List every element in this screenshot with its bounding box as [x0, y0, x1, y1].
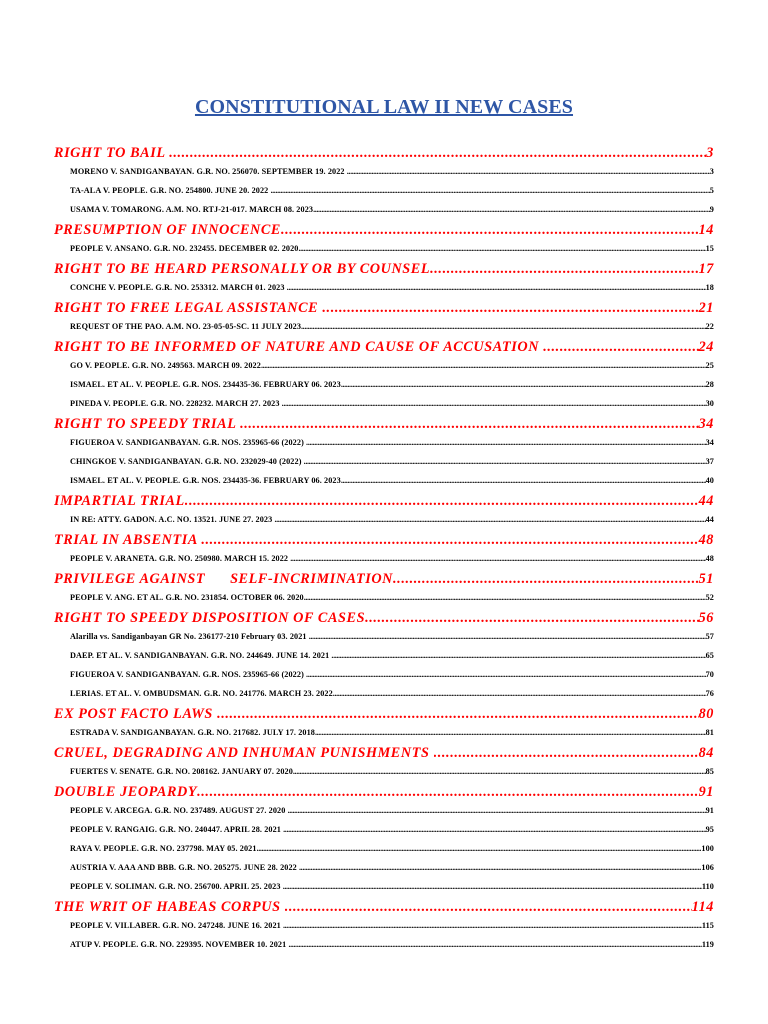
section-title: RIGHT TO SPEEDY TRIAL — [54, 416, 241, 432]
section-page-number: 114 — [691, 899, 714, 915]
case-page-number: 91 — [705, 806, 714, 815]
toc-section-heading[interactable] — [54, 222, 714, 239]
toc-case-entry[interactable] — [54, 356, 714, 375]
toc-section-heading[interactable] — [54, 145, 714, 162]
dot-leader — [271, 181, 710, 200]
section-title: RIGHT TO BE INFORMED OF NATURE AND CAUSE OF ACCUSATION — [54, 339, 544, 355]
toc-case-entry[interactable] — [54, 239, 714, 258]
section-page-number: 34 — [698, 416, 714, 432]
dot-leader — [543, 339, 698, 356]
section-page-number: 48 — [698, 532, 714, 548]
dot-leader — [365, 610, 699, 627]
case-title: USAMA V. TOMARONG. A.M. NO. RTJ-21-017. MARCH 08. 2023 — [70, 205, 314, 214]
document-page — [54, 96, 714, 954]
case-page-number: 100 — [701, 844, 714, 853]
toc-section-heading[interactable] — [54, 571, 714, 588]
case-page-number: 76 — [705, 689, 714, 698]
dot-leader — [306, 433, 706, 452]
case-title: REQUEST OF THE PAO. A.M. NO. 23-05-05-SC. 11 JULY 2023 — [70, 322, 302, 331]
case-title: PEOPLE V. SOLIMAN. G.R. NO. 256700. APRIL 25. 2023 — [70, 882, 283, 891]
toc-case-entry[interactable] — [54, 452, 714, 471]
toc-case-entry[interactable] — [54, 278, 714, 297]
dot-leader — [333, 684, 706, 703]
case-page-number: 110 — [701, 882, 714, 891]
document-title: CONSTITUTIONAL LAW II NEW CASES — [194, 96, 574, 118]
toc-case-entry[interactable] — [54, 877, 714, 896]
dot-leader — [430, 261, 698, 278]
toc-section-heading[interactable] — [54, 745, 714, 762]
dot-leader — [197, 784, 698, 801]
section-page-number: 80 — [698, 706, 714, 722]
toc-section-heading[interactable] — [54, 899, 714, 916]
case-title: Alarilla vs. Sandiganbayan GR No. 236177-210 February 03. 2021 — [70, 632, 309, 641]
section-page-number: 24 — [698, 339, 714, 355]
case-title: DAEP. ET AL. V. SANDIGANBAYAN. G.R. NO. 244649. JUNE 14. 2021 — [70, 651, 332, 660]
section-title: RIGHT TO BE HEARD PERSONALLY OR BY COUNSEL — [54, 261, 431, 277]
case-page-number: 22 — [705, 322, 714, 331]
case-page-number: 34 — [705, 438, 714, 447]
section-title: PRESUMPTION OF INNOCENCE — [54, 222, 281, 238]
case-page-number: 15 — [705, 244, 714, 253]
case-page-number: 65 — [705, 651, 714, 660]
case-title: PEOPLE V. ANSANO. G.R. NO. 232455. DECEMBER 02. 2020 — [70, 244, 299, 253]
section-title: TRIAL IN ABSENTIA — [54, 532, 202, 548]
toc-section-heading[interactable] — [54, 532, 714, 549]
case-title: ESTRADA V. SANDIGANBAYAN. G.R. NO. 217682. JULY 17. 2018 — [70, 728, 315, 737]
section-page-number: 3 — [706, 145, 714, 161]
dot-leader — [304, 452, 706, 471]
dot-leader — [299, 858, 701, 877]
case-title: ISMAEL. ET AL. V. PEOPLE. G.R. NOS. 234435-36. FEBRUARY 06. 2023 — [70, 380, 341, 389]
dot-leader — [347, 162, 710, 181]
dot-leader — [298, 239, 705, 258]
section-title: THE WRIT OF HABEAS CORPUS — [54, 899, 285, 915]
dot-leader — [341, 375, 706, 394]
section-title: EX POST FACTO LAWS — [54, 706, 218, 722]
section-title: CRUEL, DEGRADING AND INHUMAN PUNISHMENTS — [54, 745, 434, 761]
dot-leader — [283, 916, 702, 935]
toc-case-entry[interactable] — [54, 317, 714, 336]
case-title: FUERTES V. SENATE. G.R. NO. 208162. JANUARY 07. 2020 — [70, 767, 293, 776]
dot-leader — [281, 222, 699, 239]
toc-case-entry[interactable] — [54, 762, 714, 781]
table-of-contents — [54, 145, 714, 954]
section-page-number: 56 — [698, 610, 714, 626]
section-title: PRIVILEGE AGAINST SELF-INCRIMINATION — [54, 571, 394, 587]
case-title: FIGUEROA V. SANDIGANBAYAN. G.R. NOS. 235965-66 (2022) — [70, 438, 307, 447]
dot-leader — [282, 394, 706, 413]
case-page-number: 81 — [705, 728, 714, 737]
toc-case-entry[interactable] — [54, 394, 714, 413]
case-page-number: 52 — [705, 593, 714, 602]
dot-leader — [274, 510, 705, 529]
case-page-number: 70 — [705, 670, 714, 679]
case-title: LERIAS. ET AL. V. OMBUDSMAN. G.R. NO. 241776. MARCH 23. 2022 — [70, 689, 333, 698]
section-title: RIGHT TO BAIL — [54, 145, 170, 161]
toc-case-entry[interactable] — [54, 181, 714, 200]
toc-section-heading[interactable] — [54, 416, 714, 433]
dot-leader — [201, 532, 698, 549]
toc-case-entry[interactable] — [54, 935, 714, 954]
dot-leader — [293, 762, 706, 781]
toc-case-entry[interactable] — [54, 723, 714, 742]
toc-section-heading[interactable] — [54, 784, 714, 801]
section-title: RIGHT TO FREE LEGAL ASSISTANCE — [54, 300, 323, 316]
toc-case-entry[interactable] — [54, 162, 714, 181]
case-page-number: 25 — [705, 361, 714, 370]
toc-case-entry[interactable] — [54, 916, 714, 935]
case-page-number: 48 — [705, 554, 714, 563]
case-page-number: 95 — [705, 825, 714, 834]
case-title: CHINGKOE V. SANDIGANBAYAN. G.R. NO. 232029-40 (2022) — [70, 457, 304, 466]
toc-case-entry[interactable] — [54, 510, 714, 529]
case-title: PEOPLE V. RANGAIG. G.R. NO. 240447. APRIL 28. 2021 — [70, 825, 284, 834]
dot-leader — [257, 839, 702, 858]
section-title: IMPARTIAL TRIAL — [54, 493, 185, 509]
dot-leader — [288, 935, 701, 954]
toc-section-heading[interactable] — [54, 339, 714, 356]
toc-case-entry[interactable] — [54, 858, 714, 877]
toc-case-entry[interactable] — [54, 627, 714, 646]
dot-leader — [434, 745, 699, 762]
dot-leader — [393, 571, 699, 588]
toc-section-heading[interactable] — [54, 706, 714, 723]
section-page-number: 51 — [698, 571, 714, 587]
section-page-number: 14 — [698, 222, 714, 238]
dot-leader — [288, 801, 706, 820]
case-title: IN RE: ATTY. GADON. A.C. NO. 13521. JUNE 27. 2023 — [70, 515, 275, 524]
section-page-number: 17 — [698, 261, 714, 277]
section-page-number: 21 — [698, 300, 714, 316]
toc-case-entry[interactable] — [54, 684, 714, 703]
case-title: GO V. PEOPLE. G.R. NO. 249563. MARCH 09. 2022 — [70, 361, 261, 370]
case-title: AUSTRIA V. AAA AND BBB. G.R. NO. 205275. JUNE 28. 2022 — [70, 863, 300, 872]
toc-section-heading[interactable] — [54, 610, 714, 627]
case-page-number: 37 — [705, 457, 714, 466]
dot-leader — [217, 706, 699, 723]
toc-case-entry[interactable] — [54, 646, 714, 665]
dot-leader — [322, 300, 698, 317]
case-page-number: 106 — [701, 863, 714, 872]
dot-leader — [283, 820, 705, 839]
case-title: CONCHE V. PEOPLE. G.R. NO. 253312. MARCH 01. 2023 — [70, 283, 287, 292]
case-page-number: 85 — [705, 767, 714, 776]
dot-leader — [240, 416, 699, 433]
case-title: PEOPLE V. ANG. ET AL. G.R. NO. 231854. OCTOBER 06. 2020 — [70, 593, 304, 602]
toc-case-entry[interactable] — [54, 471, 714, 490]
dot-leader — [309, 627, 706, 646]
section-title: DOUBLE JEOPARDY — [54, 784, 198, 800]
dot-leader — [315, 723, 706, 742]
case-title: ISMAEL. ET AL. V. PEOPLE. G.R. NOS. 234435-36. FEBRUARY 06. 2023 — [70, 476, 341, 485]
toc-case-entry[interactable] — [54, 801, 714, 820]
case-page-number: 40 — [705, 476, 714, 485]
section-page-number: 91 — [698, 784, 714, 800]
dot-leader — [290, 549, 705, 568]
case-page-number: 5 — [709, 186, 714, 195]
case-title: RAYA V. PEOPLE. G.R. NO. 237798. MAY 05. 2021 — [70, 844, 257, 853]
dot-leader — [185, 493, 699, 510]
toc-case-entry[interactable] — [54, 200, 714, 219]
toc-section-heading[interactable] — [54, 300, 714, 317]
toc-case-entry[interactable] — [54, 433, 714, 452]
dot-leader — [261, 356, 706, 375]
case-title: MORENO V. SANDIGANBAYAN. G.R. NO. 256070. SEPTEMBER 19. 2022 — [70, 167, 347, 176]
dot-leader — [301, 317, 706, 336]
section-title: RIGHT TO SPEEDY DISPOSITION OF CASES — [54, 610, 366, 626]
case-title: PEOPLE V. ARANETA. G.R. NO. 250980. MARCH 15. 2022 — [70, 554, 291, 563]
toc-section-heading[interactable] — [54, 261, 714, 278]
dot-leader — [341, 471, 706, 490]
toc-case-entry[interactable] — [54, 588, 714, 607]
toc-case-entry[interactable] — [54, 549, 714, 568]
section-page-number: 44 — [698, 493, 714, 509]
case-page-number: 28 — [705, 380, 714, 389]
case-page-number: 9 — [709, 205, 714, 214]
dot-leader — [331, 646, 705, 665]
toc-case-entry[interactable] — [54, 665, 714, 684]
case-title: PEOPLE V. ARCEGA. G.R. NO. 237489. AUGUST 27. 2020 — [70, 806, 288, 815]
case-page-number: 18 — [705, 283, 714, 292]
case-page-number: 3 — [709, 167, 714, 176]
case-title: ATUP V. PEOPLE. G.R. NO. 229395. NOVEMBER 10. 2021 — [70, 940, 289, 949]
toc-case-entry[interactable] — [54, 375, 714, 394]
toc-case-entry[interactable] — [54, 839, 714, 858]
dot-leader — [285, 899, 692, 916]
dot-leader — [287, 278, 706, 297]
dot-leader — [313, 200, 710, 219]
case-page-number: 30 — [705, 399, 714, 408]
case-page-number: 57 — [705, 632, 714, 641]
toc-section-heading[interactable] — [54, 493, 714, 510]
dot-leader — [283, 877, 702, 896]
case-page-number: 119 — [701, 940, 714, 949]
case-page-number: 115 — [701, 921, 714, 930]
dot-leader — [169, 145, 706, 162]
dot-leader — [304, 588, 706, 607]
section-page-number: 84 — [698, 745, 714, 761]
case-title: TA-ALA V. PEOPLE. G.R. NO. 254800. JUNE 20. 2022 — [70, 186, 271, 195]
case-page-number: 44 — [705, 515, 714, 524]
case-title: PINEDA V. PEOPLE. G.R. NO. 228232. MARCH 27. 2023 — [70, 399, 282, 408]
toc-case-entry[interactable] — [54, 820, 714, 839]
case-title: PEOPLE V. VILLABER. G.R. NO. 247248. JUNE 16. 2021 — [70, 921, 283, 930]
case-title: FIGUEROA V. SANDIGANBAYAN. G.R. NOS. 235965-66 (2022) — [70, 670, 307, 679]
dot-leader — [306, 665, 706, 684]
